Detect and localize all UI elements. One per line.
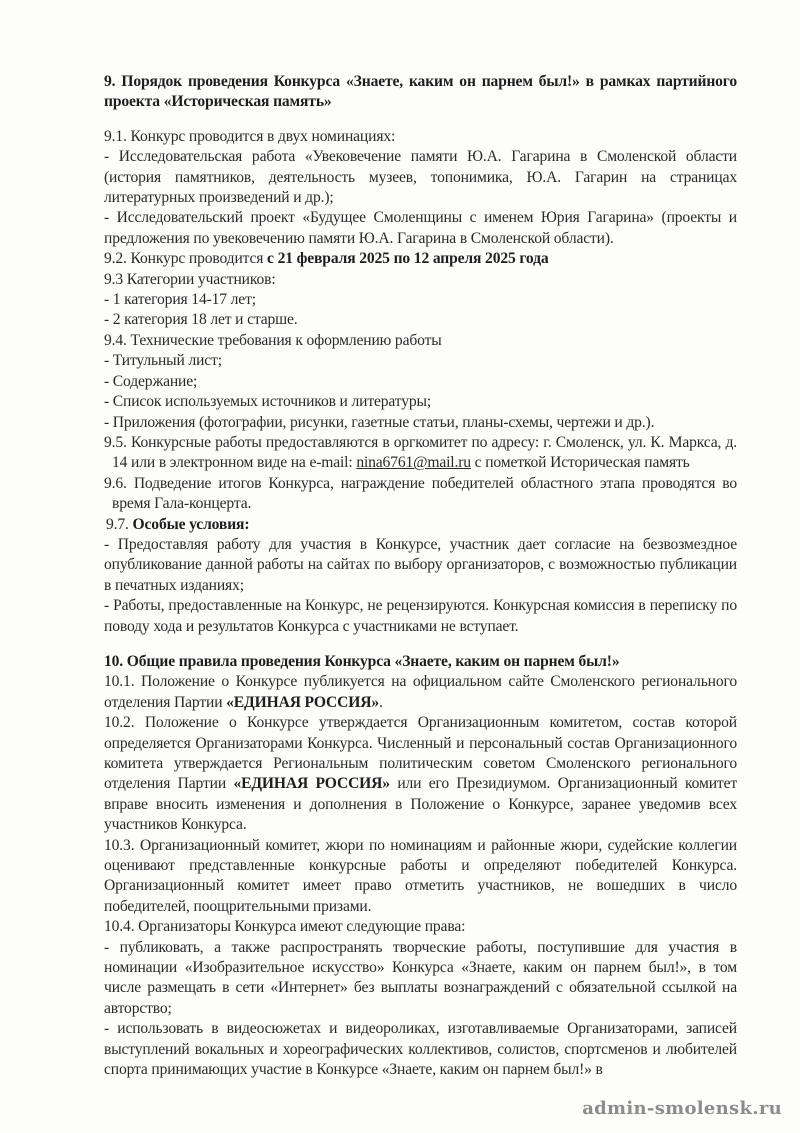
right-publish: - публиковать, а также распространять творческие работы, поступившие для участия в номинации «Изобразительное искусство» Конкурса «Знаете, каким он парнем был!», в том числе размещать в сети «Интернет» без выплаты вознаграждений с обязательной ссылкой на авторство; [104, 938, 737, 1017]
requirement-item: - Содержание; [104, 372, 198, 390]
category-2: - 2 категория 18 лет и старше. [104, 311, 298, 329]
clause-9-5-suffix: с пометкой Историческая память [470, 454, 690, 472]
clause-9-7 [104, 515, 737, 535]
clause-9-3: 9.3 Категории участников: [104, 270, 276, 288]
right-use-recordings: - использовать в видеосюжетах и видеороликах, изготавливаемые Организаторами, записей выступлений вокальных и хореографических коллективов, солистов, спортсменов и любителей спорта принимающих участие в Конкурсе «Знаете, каким он парнем был!» в [104, 1020, 737, 1079]
email-link[interactable]: nina6761@mail.ru [356, 454, 471, 472]
clause-10-2-text: 10.2. Положение о Конкурсе утверждается Организационным комитетом, состав которой определяется Организаторами Конкурса. Численный и персональный состав Организационного комитета утверждается Региональным политическим советом Смоленского регионального отделения Партии [104, 714, 737, 793]
section-10-heading: 10. Общие правила проведения Конкурса «Знаете, каким он парнем был!» [104, 652, 620, 670]
clause-9-5-text: 9.5. Конкурсные работы предоставляются в оргкомитет по адресу: г. Смоленск, ул. К. Маркса, д. 14 или в электронном виде на e-mail: [104, 433, 737, 472]
clause-10-4: 10.4. Организаторы Конкурса имеют следующие права: [104, 918, 466, 936]
category-1: - 1 категория 14-17 лет; [104, 291, 256, 309]
clause-9-7-number: 9.7. [106, 515, 133, 533]
clause-10-1-text: 10.1. Положение о Конкурсе публикуется на официальном сайте Смоленского регионального отделения Партии [104, 673, 737, 711]
requirement-item: - Титульный лист; [104, 352, 222, 370]
party-name: «ЕДИНАЯ РОССИЯ» [226, 693, 379, 711]
special-conditions-title: Особые условия: [132, 515, 250, 533]
clause-9-6: 9.6. Подведение итогов Конкурса, награждение победителей областного этапа проводятся во время Гала-концерта. [104, 474, 737, 513]
clause-9-2-text: 9.2. Конкурс проводится [104, 250, 268, 268]
clause-9-4: 9.4. Технические требования к оформлению работы [104, 331, 442, 349]
spacer [104, 113, 737, 127]
requirement-item: - Список используемых источников и литературы; [104, 393, 432, 411]
contest-dates: с 21 февраля 2025 по 12 апреля 2025 года [267, 250, 549, 268]
document-page [104, 72, 737, 1081]
clause-10-2 [104, 713, 737, 835]
clause-9-2 [104, 249, 737, 269]
site-watermark: admin-smolensk.ru [582, 1098, 782, 1119]
nomination-research-work: - Исследовательская работа «Увековечение памяти Ю.А. Гагарина в Смоленской области (история памятников, деятельность музеев, топонимика, Ю.А. Гагарин на страницах литературных произведений и др.); [104, 148, 737, 207]
nomination-research-project: - Исследовательский проект «Будущее Смоленщины с именем Юрия Гагарина» (проекты и предложения по увековечению памяти Ю.А. Гагарина в Смоленской области). [104, 209, 737, 247]
clause-10-2-suffix: или его Президиумом. Организационный комитет вправе вносить изменения и дополнения в Положение о Конкурсе, заранее уведомив всех участников Конкурса. [104, 775, 738, 834]
spacer [104, 637, 737, 652]
condition-no-review: - Работы, предоставленные на Конкурс, не рецензируются. Конкурсная комиссия в переписку по поводу хода и результатов Конкурса с участниками не вступает. [104, 597, 737, 635]
condition-consent: - Предоставляя работу для участия в Конкурсе, участник дает согласие на безвозмездное опубликование данной работы на сайтах по выбору организаторов, с возможностью публикации в печатных изданиях; [104, 535, 737, 594]
clause-9-5 [104, 433, 737, 474]
clause-10-3: 10.3. Организационный комитет, жюри по номинациям и районные жюри, судейские коллегии оценивают представленные конкурсные работы и определяют победителей Конкурса. Организационный комитет имеет право отметить участников, не вошедших в число победителей, поощрительными призами. [104, 836, 737, 915]
clause-9-1: 9.1. Конкурс проводится в двух номинациях: [104, 127, 396, 145]
clause-10-1 [104, 672, 737, 713]
clause-10-1-suffix: . [378, 693, 383, 711]
requirement-item: - Приложения (фотографии, рисунки, газетные статьи, планы-схемы, чертежи и др.). [104, 413, 655, 431]
party-name: «ЕДИНАЯ РОССИЯ» [233, 775, 390, 793]
section-9-heading: 9. Порядок проведения Конкурса «Знаете, каким он парнем был!» в рамках партийного проекта «Историческая память» [104, 73, 737, 111]
